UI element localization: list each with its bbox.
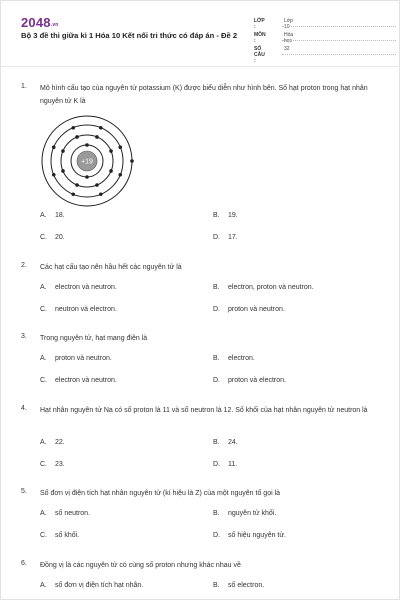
header-divider — [1, 66, 400, 67]
option-text: electron và neutron. — [55, 377, 117, 384]
electron — [118, 173, 122, 177]
question-number: 3. — [21, 333, 27, 340]
electron — [99, 126, 103, 130]
option-key: A. — [40, 439, 47, 446]
option-text: số electron. — [228, 582, 265, 589]
option-key: C. — [40, 461, 47, 468]
option-key: A. — [40, 212, 47, 219]
question-number: 2. — [21, 262, 27, 269]
electron — [71, 126, 75, 130]
question-stem: Trong nguyên tử, hạt mang điện là — [40, 335, 148, 342]
option-key: C. — [40, 234, 47, 241]
option-text: electron. — [228, 355, 255, 362]
exam-title: Bộ 3 đề thi giữa kì 1 Hóa 10 Kết nối tri thức có đáp án - Đề 2 — [21, 31, 238, 40]
option-text: 24. — [228, 439, 238, 446]
option-text: neutron và electron. — [55, 306, 117, 313]
question-stem: Các hạt cấu tạo nên hầu hết các nguyên tử là — [40, 264, 182, 271]
meta-value: Lớp 10 — [284, 18, 293, 30]
meta-label: LỚP : — [254, 18, 265, 30]
option-text: nguyên tử khối. — [228, 510, 277, 517]
question-stem: Hạt nhân nguyên tử Na có số proton là 11 và số neutron là 12. Số khối của hạt nhân nguyên tử neutron là — [40, 407, 368, 414]
option-key: A. — [40, 284, 47, 291]
electron — [71, 192, 75, 196]
electron — [85, 143, 89, 147]
option-text: số neutron. — [55, 510, 91, 517]
option-key: D. — [213, 234, 220, 241]
nucleus-label: +19 — [81, 158, 93, 166]
electron — [99, 192, 103, 196]
question-stem: Mô hình cấu tạo của nguyên tử potassium (K) được biểu diễn như hình bên. Số hạt proton trong hạt nhân nguyên tử K là — [40, 85, 368, 105]
question-number: 5. — [21, 488, 27, 495]
electron — [95, 135, 99, 139]
question-stem: Đồng vị là các nguyên tử có cùng số proton nhưng khác nhau về — [40, 562, 241, 569]
option-text: electron và neutron. — [55, 284, 117, 291]
question-stem: Số đơn vị điện tích hạt nhân nguyên tử (kí hiệu là Z) của một nguyên tố gọi là — [40, 490, 281, 497]
electron — [61, 149, 65, 153]
electron — [75, 135, 79, 139]
meta-value: 32 — [284, 46, 290, 52]
electron — [109, 149, 113, 153]
option-key: B. — [213, 212, 220, 219]
option-key: C. — [40, 306, 47, 313]
electron — [95, 183, 99, 187]
meta-label: MÔN : — [254, 32, 266, 44]
question-number: 4. — [21, 405, 27, 412]
option-key: A. — [40, 582, 47, 589]
electron — [109, 169, 113, 173]
option-text: proton và neutron. — [55, 355, 112, 362]
meta-underline — [282, 26, 396, 27]
meta-label: SỐ CÂU : — [254, 46, 265, 64]
option-text: 20. — [55, 234, 65, 241]
electron — [85, 175, 89, 179]
electron — [61, 169, 65, 173]
potassium-atom-diagram — [39, 113, 135, 209]
option-text: electron, proton và neutron. — [228, 284, 314, 291]
option-key: B. — [213, 510, 220, 517]
electron — [52, 145, 56, 149]
option-key: A. — [40, 355, 47, 362]
meta-value: Hóa học — [284, 32, 294, 44]
option-text: số khối. — [55, 532, 80, 539]
option-key: D. — [213, 461, 220, 468]
electron — [130, 159, 134, 163]
option-text: proton và electron. — [228, 377, 286, 384]
option-key: D. — [213, 306, 220, 313]
option-text: số đơn vị điện tích hạt nhân. — [55, 582, 144, 589]
option-key: D. — [213, 377, 220, 384]
option-text: 18. — [55, 212, 65, 219]
option-text: số hiệu nguyên tử. — [228, 532, 287, 539]
option-key: D. — [213, 532, 220, 539]
option-text: 19. — [228, 212, 238, 219]
option-text: 23. — [55, 461, 65, 468]
option-key: B. — [213, 284, 220, 291]
option-key: B. — [213, 582, 220, 589]
option-key: C. — [40, 532, 47, 539]
exam-header — [1, 1, 400, 67]
meta-underline — [282, 40, 396, 41]
question-number: 1. — [21, 83, 27, 90]
electron — [52, 173, 56, 177]
question-number: 6. — [21, 560, 27, 567]
option-text: 22. — [55, 439, 65, 446]
site-logo[interactable]: 2048.vn — [21, 15, 59, 30]
electron — [118, 145, 122, 149]
meta-underline — [282, 54, 396, 55]
option-text: 11. — [228, 461, 238, 468]
option-key: C. — [40, 377, 47, 384]
option-text: 17. — [228, 234, 238, 241]
option-text: proton và neutron. — [228, 306, 285, 313]
option-key: B. — [213, 355, 220, 362]
option-key: A. — [40, 510, 47, 517]
electron — [75, 183, 79, 187]
option-key: B. — [213, 439, 220, 446]
